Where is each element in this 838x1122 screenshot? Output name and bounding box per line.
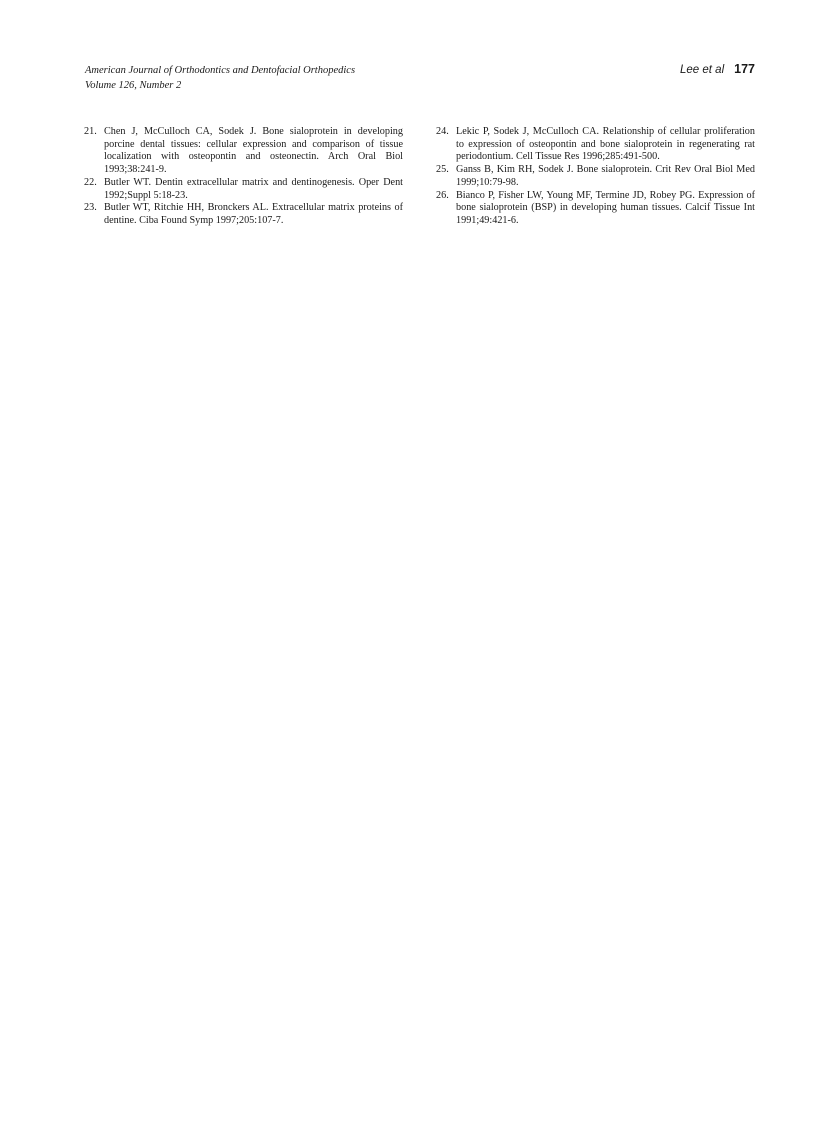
reference-number: 22. — [84, 176, 97, 188]
reference-item — [84, 177, 403, 202]
reference-item — [436, 190, 755, 228]
journal-volume: Volume 126, Number 2 — [85, 79, 182, 91]
references-right-column — [436, 126, 755, 228]
reference-item — [436, 126, 755, 164]
running-head — [680, 62, 755, 76]
reference-item — [84, 202, 403, 227]
reference-text: Butler WT. Dentin extracellular matrix and dentinogenesis. Oper Dent 1992;Suppl 5:18-23. — [104, 176, 403, 201]
reference-item — [436, 164, 755, 189]
running-author: Lee et al — [680, 64, 725, 76]
reference-number: 26. — [436, 189, 449, 201]
reference-number: 23. — [84, 202, 97, 214]
reference-text: Bianco P, Fisher LW, Young MF, Termine JD, Robey PG. Expression of bone sialoprotein (BSP) in developing human tissues. Calcif Tissue Int 1991;49:421-6. — [456, 189, 755, 226]
reference-text: Lekic P, Sodek J, McCulloch CA. Relationship of cellular proliferation to expression of osteopontin and bone sialoprotein in regenerating rat periodontium. Cell Tissue Res 1996;285:491-500. — [456, 126, 755, 163]
references-left-column — [84, 126, 403, 228]
page-number: 177 — [734, 62, 755, 76]
reference-number: 21. — [84, 126, 97, 137]
reference-number: 25. — [436, 164, 449, 176]
journal-title: American Journal of Orthodontics and Dentofacial Orthopedics — [85, 65, 356, 76]
reference-text: Butler WT, Ritchie HH, Bronckers AL. Extracellular matrix proteins of dentine. Ciba Found Symp 1997;205:107-7. — [104, 202, 403, 226]
reference-number: 24. — [436, 126, 449, 137]
reference-text: Chen J, McCulloch CA, Sodek J. Bone sialoprotein in developing porcine dental tissues: cellular expression and comparison of tissue localization with osteopontin and osteonectin. Arch Oral Biol 1993;38:241-9. — [104, 126, 403, 176]
reference-text: Ganss B, Kim RH, Sodek J. Bone sialoprotein. Crit Rev Oral Biol Med 1999;10:79-98. — [456, 164, 755, 188]
journal-header — [85, 64, 355, 93]
reference-item — [84, 126, 403, 177]
